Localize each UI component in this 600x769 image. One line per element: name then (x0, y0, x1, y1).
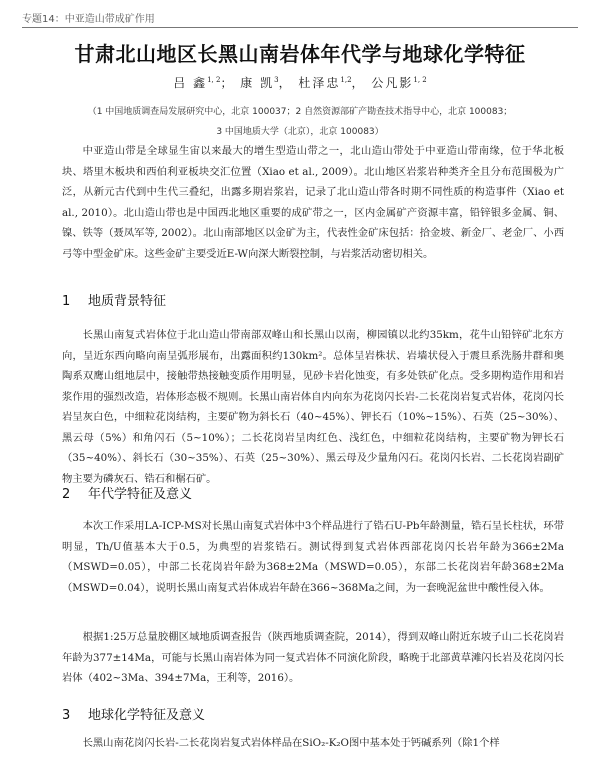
intro-paragraph: 中亚造山带是全球显生宙以来最大的增生型造山带之一，北山造山带处于中亚造山带南缘，位于华北板块、塔里木板块和西伯利亚板块交汇位置（Xiao et al., 2009）。北山地区岩浆岩种类齐全且分布范围极为广泛，从新元古代到中生代三叠纪，出露多期岩浆岩，记录了北山造山带各时期不同性质的构造事件（Xiao et al., 2010）。北山造山带也是中国西北地区重要的成矿带之一，区内金属矿产资源丰富，铅锌银多金属、铜、镍、铁等（聂凤军等, 2002）。北山南部地区以金矿为主，代表性金矿床包括：拾金坡、新金厂、老金厂、小西弓等中型金矿床。这些金矿主要受近E-W向深大断裂控制，与岩浆活动密切相关。 (62, 145, 564, 260)
author-name: 吕 鑫 (173, 76, 208, 90)
author-affiliation-mark: 1,2 (340, 76, 352, 84)
section-heading-geochemistry (62, 704, 205, 723)
running-header: 专题14：中亚造山带成矿作用 (22, 14, 155, 25)
author-affiliation-mark: 1, 2 (413, 76, 427, 84)
section-number: 3 (62, 708, 71, 723)
section-number: 2 (62, 487, 71, 502)
section-number: 1 (62, 294, 71, 309)
geochronology-paragraph-1: 本次工作采用LA-ICP-MS对长黑山南复式岩体中3个样品进行了锆石U-Pb年龄测量，锆石呈长柱状，环带明显，Th/U值基本大于0.5，为典型的岩浆锆石。测试得到复式岩体西部花岗闪长岩年龄为366±2Ma（MSWD=0.05），中部二长花岗岩年龄为368±2Ma（MSWD=0.05），东部二长花岗岩年龄368±2Ma（MSWD=0.04），说明长黑山南复式岩体成岩年龄在366~368Ma之间，为一套晚泥盆世中酸性侵入体。 (62, 520, 564, 594)
paper-title: 甘肃北山地区长黑山南岩体年代学与地球化学特征 (74, 42, 526, 66)
author-list: 吕 鑫$^{1, 2}$； 康 凯$^3$， 杜泽忠$^{1,2}$， 公凡影$^{1, 2}$ (173, 76, 427, 90)
author-affiliation-mark: 3 (274, 76, 279, 84)
affiliation-line-1: （1 中国地质调查局发展研究中心，北京 100037；2 自然资源部矿产勘查技术指导中心，北京 100083； (87, 107, 513, 117)
author-affiliation-mark: 1, 2 (207, 76, 221, 84)
section-title: 年代学特征及意义 (88, 487, 193, 502)
author-name: 康 凯 (240, 76, 275, 90)
geochemistry-paragraph: 长黑山南花岗闪长岩-二长花岗岩复式岩体样品在SiO₂-K₂O图中基本处于钙碱系列（除1个样 (82, 737, 500, 749)
section-title: 地球化学特征及意义 (88, 708, 206, 723)
geology-paragraph: 长黑山南复式岩体位于北山造山带南部双峰山和长黑山以南，柳园镇以北约35km，花牛山铅锌矿北东方向，呈近东西向略向南呈弧形展布，出露面积约130km²。总体呈岩株状、岩墙状侵入于震旦系洗肠井群和奥陶系双鹰山组地层中，接触带热接触变质作用明显，见砂卡岩化蚀变，有多处铁矿化点。受多期构造作用和岩浆作用的强烈改造，岩体形态极不规则。长黑山南岩体自内向东为花岗闪长岩-二长花岗岩复式岩体，花岗闪长岩呈灰白色，中细粒花岗结构，主要矿物为斜长石（40~45%）、钾长石（10%~15%）、石英（25~30%）、黑云母（5%）和角闪石（5~10%）；二长花岗岩呈肉红色、浅红色，中细粒花岗结构，主要矿物为钾长石（35~40%）、斜长石（30~35%）、石英（25~30%）、黑云母及少量角闪石。花岗闪长岩、二长花岗岩副矿物主要为磷灰石、锆石和榍石矿。 (62, 329, 564, 485)
author-name: 公凡影 (371, 76, 414, 90)
geochronology-paragraph-2: 根据1:25万总量胶棚区域地质调查报告（陕西地质调查院，2014），得到双峰山附近东坡子山二长花岗岩年龄为377±14Ma，可能与长黑山南岩体为同一复式岩体不同演化阶段，略晚于北部黄草滩闪长岩及花岗闪长岩体（402~3Ma、394±7Ma，王利等，2016）。 (62, 631, 564, 684)
author-name: 杜泽忠 (298, 76, 341, 90)
header-divider (22, 27, 578, 28)
section-heading-geology (62, 290, 166, 309)
affiliation-line-2: 3 中国地质大学（北京），北京 100083） (216, 127, 384, 137)
section-heading-geochronology (62, 483, 192, 502)
section-title: 地质背景特征 (88, 294, 167, 309)
